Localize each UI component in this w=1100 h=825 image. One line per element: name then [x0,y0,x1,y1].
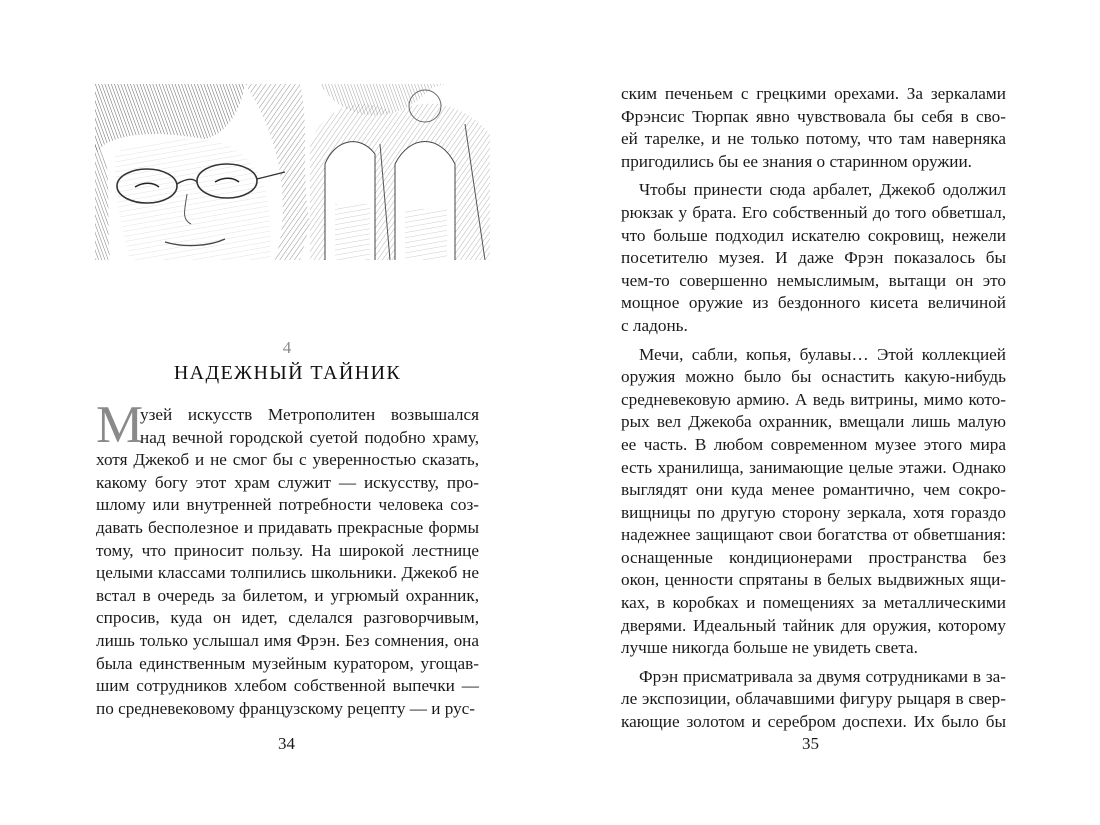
text-line: лишь только услышал имя Фрэн. Без сомнения, она [96,630,479,650]
page-number-left: 34 [278,734,295,753]
chapter-illustration [95,84,490,260]
right-page-body [621,83,1006,734]
text-line: целыми классами толпились школьники. Джекоб не [96,563,479,583]
text-line: средневековую армию. А ведь витрины, мимо кото- [621,389,1006,409]
text-line: ках, в коробках и помещениях за металлическими [621,593,1006,613]
text-line: тому, что приносит пользу. На широкой лестнице [96,540,479,560]
text-line: по средневековому французскому рецепту — и рус- [96,698,476,718]
text-line: шлому или внутренней потребности человека соз- [96,495,479,515]
text-line: надежнее защищают свои богатства от обветшания: [621,525,1006,545]
right-page [550,0,1100,825]
text-line: с ладонь. [621,315,688,335]
text-line: чем-то совершенно немыслимым, вытащи он это [621,270,1006,290]
page-number-right: 35 [802,734,819,753]
text-line: оснащенные кондиционерами пространства без [621,547,1006,567]
text-line: хотя Джекоб и не смог бы с уверенностью сказать, [96,450,479,470]
text-line: Фрэнсис Тюрпак явно чувствовала бы себя в сво- [621,106,1006,126]
text-line: ле экспозиции, облачавшими фигуру рыцаря в свер- [621,689,1006,709]
text-line: лучше никогда больше не увидеть света. [621,638,918,658]
text-line: выглядят они куда менее романтично, чем сокро- [621,480,1006,500]
text-line: вищницы по другую сторону зеркала, хотя гораздо [621,502,1006,522]
text-line: оружия можно было бы оснастить какую-нибудь [621,367,1006,387]
text-line: ским печеньем с грецкими орехами. За зеркалами [621,84,1006,103]
text-line: кающие золотом и серебром доспехи. Их было бы [621,712,1006,732]
text-line: встал в очередь за билетом, и угрюмый охранник, [96,585,479,605]
pencil-sketch-icon [95,84,490,260]
text-line: была единственным музейным куратором, угощав- [96,653,479,673]
text-line: окон, ценности спрятаны в белых выдвижных ящи- [621,570,1006,590]
text-line: дверями. Идеальный тайник для оружия, которому [621,615,1006,635]
text-line: рых вел Джекоба охранник, вмещали лишь малую [621,412,1006,432]
text-line: Мечи, сабли, копья, булавы… Этой коллекцией [639,344,1006,364]
text-line: ей тарелке, и не только потому, что там наверняка [621,129,1006,149]
chapter-title: НАДЕЖНЫЙ ТАЙНИК [173,362,402,384]
text-line: есть хранилища, занимающие целые этажи. Однако [621,457,1006,477]
text-line: спросив, куда он идет, сделался разговорчивым, [96,608,479,628]
text-line: шим сотрудников хлебом собственной выпечки — [96,676,479,696]
text-line: давать бесполезное и придавать прекрасные формы [96,517,479,537]
chapter-number: 4 [282,338,293,357]
left-page-body [96,404,479,720]
text-line: мощное оружие из бездонного кисета величиной [621,293,1006,313]
text-line: над вечной городской суетой подобно храму, [140,427,479,447]
text-line: посетителю музея. И даже Фрэн показалось бы [621,248,1006,268]
text-line: узей искусств Метрополитен возвышался [140,405,479,424]
text-line: Чтобы принести сюда арбалет, Джекоб одолжил [639,180,1006,200]
text-line: ее часть. В любом современном музее этого мира [621,434,1006,454]
drop-cap: М [96,396,144,454]
text-line: рюкзак у брата. Его собственный до того обветшал, [621,202,1006,222]
text-line: какому богу этот храм служит — искусству, про- [96,472,479,492]
text-line: что больше подходил искателю сокровищ, нежели [621,225,1006,245]
text-line: Фрэн присматривала за двумя сотрудниками в за- [639,666,1006,686]
text-line: пригодились бы ее знания о старинном оружии. [621,151,972,171]
